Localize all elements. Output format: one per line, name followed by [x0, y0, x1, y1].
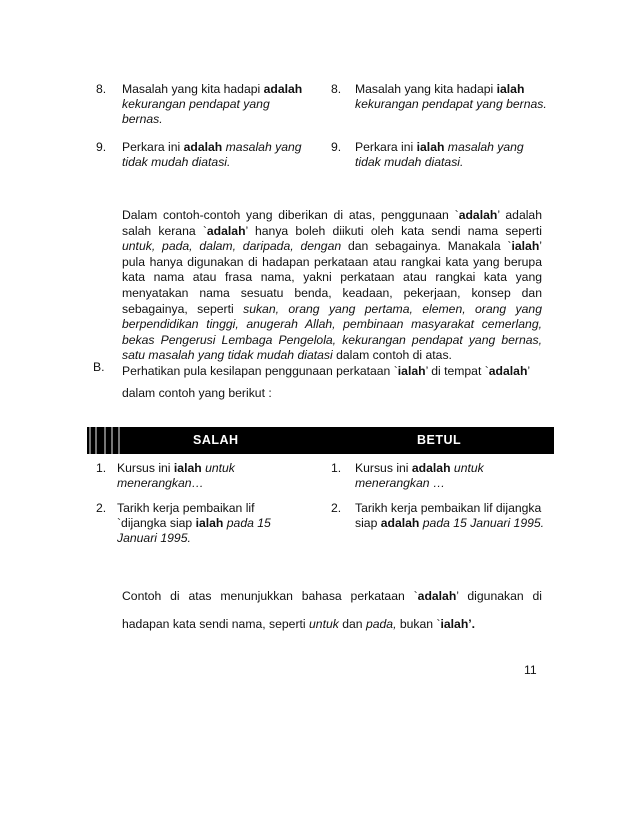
section-b-intro: Perhatikan pula kesilapan penggunaan perkataan `ialah’ di tempat `adalah’ dalam contoh yang berikut :: [122, 364, 531, 400]
example-text: Perkara ini ialah masalah yang tidak mudah diatasi.: [355, 140, 524, 169]
section-letter: B.: [93, 360, 105, 374]
column-header-betul: BETUL: [417, 433, 462, 447]
header-stripe: [118, 427, 120, 454]
example-text: Perkara ini adalah masalah yang tidak mudah diatasi.: [122, 140, 302, 169]
row-number: 1.: [331, 461, 342, 475]
example-text: Masalah yang kita hadapi ialah kekurangan pendapat yang bernas.: [355, 82, 547, 111]
conclusion-paragraph: Contoh di atas menunjukkan bahasa perkataan `adalah’ digunakan di hadapan kata sendi nama, seperti untuk dan pada, bukan `ialah’.: [122, 589, 542, 631]
row-number: 2.: [331, 501, 342, 515]
header-stripe: [89, 427, 91, 454]
explanation-paragraph: Dalam contoh-contoh yang diberikan di atas, penggunaan `adalah’ adalah salah kerana `adalah’ hanya boleh diikuti oleh kata sendi nama seperti untuk, pada, dalam, daripada, dengan dan sebagainya. Manakala `ialah’ pula hanya digunakan di hadapan perkataan atau rangkai kata yang berupa kata nama atau frasa nama, yakni perkataan atau rangkai kata yang menyatakan nama sesuatu benda, keadaan, pekerjaan, konsep dan sebagainya, seperti sukan, orang yang pertama, elemen, orang yang berpendidikan tinggi, anugerah Allah, pembinaan masyarakat cemerlang, bekas Pengerusi Lembaga Pengelola, kekurangan pendapat yang bernas, satu masalah yang tidak mudah diatasi dalam contoh di atas.: [122, 208, 543, 363]
row-number: 8.: [96, 82, 107, 96]
row-number: 9.: [331, 140, 342, 154]
cell-text: Tarikh kerja pembaikan lif dijangka siap adalah pada 15 Januari 1995.: [355, 501, 545, 530]
row-number: 9.: [96, 140, 107, 154]
page-number: 11: [524, 663, 537, 677]
cell-text: Tarikh kerja pembaikan lif `dijangka siap ialah pada 15 Januari 1995.: [117, 501, 271, 545]
table-header: [87, 427, 554, 454]
row-number: 8.: [331, 82, 342, 96]
cell-text: Kursus ini adalah untuk menerangkan …: [355, 461, 484, 490]
header-stripe: [111, 427, 113, 454]
row-number: 2.: [96, 501, 107, 515]
header-stripe: [104, 427, 106, 454]
row-number: 1.: [96, 461, 107, 475]
column-header-salah: SALAH: [193, 433, 239, 447]
cell-text: Kursus ini ialah untuk menerangkan…: [117, 461, 235, 490]
example-text: Masalah yang kita hadapi adalah kekurangan pendapat yang bernas.: [122, 82, 303, 126]
header-stripe: [95, 427, 97, 454]
